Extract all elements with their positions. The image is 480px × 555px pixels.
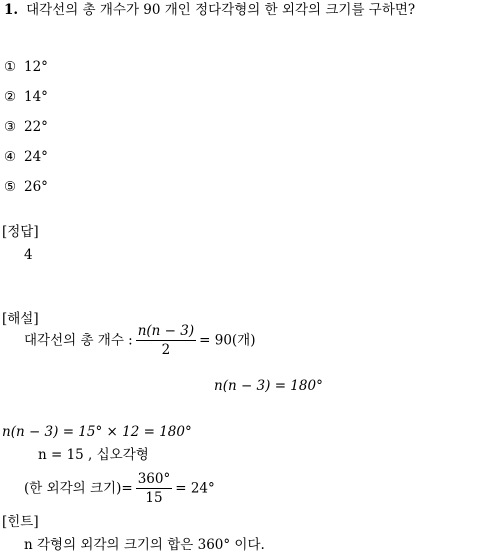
choice-marker: ① — [4, 59, 17, 75]
choice-4[interactable] — [4, 148, 48, 166]
explanation-line-5 — [24, 470, 215, 507]
choice-value: 14° — [24, 89, 48, 105]
explanation-line-5-prefix: (한 외각의 크기)= — [24, 480, 133, 497]
fraction-denominator: 15 — [145, 490, 163, 506]
choice-marker: ③ — [4, 119, 17, 135]
choice-value: 12° — [24, 59, 48, 75]
choice-value: 26° — [24, 179, 48, 195]
explanation-line-2: n(n − 3) = 180° — [214, 378, 323, 394]
explanation-label: [해설] — [2, 311, 39, 327]
fraction-denominator: 2 — [161, 342, 171, 358]
choice-value: 24° — [24, 149, 48, 165]
explanation-fraction-2 — [136, 470, 173, 507]
explanation-fraction-1 — [136, 322, 196, 359]
question-number: 1. — [4, 2, 19, 18]
explanation-line-5-suffix: = 24° — [175, 480, 215, 497]
choice-1[interactable] — [4, 58, 48, 76]
fraction-numerator: 360° — [137, 471, 171, 487]
hint-label: [힌트] — [2, 514, 39, 530]
choice-5[interactable] — [4, 178, 48, 196]
explanation-line-4: n = 15 , 십오각형 — [38, 447, 149, 463]
choice-value: 22° — [24, 119, 48, 135]
choice-2[interactable] — [4, 88, 48, 106]
explanation-line-1 — [24, 322, 255, 359]
explanation-line-1-suffix: = 90(개) — [199, 332, 256, 349]
answer-value: 4 — [24, 247, 33, 263]
explanation-line-1-prefix: 대각선의 총 개수 : — [24, 332, 133, 349]
choice-marker: ⑤ — [4, 179, 17, 195]
choice-marker: ④ — [4, 149, 17, 165]
choice-marker: ② — [4, 89, 17, 105]
question — [4, 1, 415, 19]
answer-label: [정답] — [2, 224, 39, 240]
choice-3[interactable] — [4, 118, 48, 136]
question-text: 대각선의 총 개수가 90 개인 정다각형의 한 외각의 크기를 구하면? — [26, 2, 416, 18]
hint-text: n 각형의 외각의 크기의 합은 360° 이다. — [24, 537, 265, 553]
fraction-numerator: n(n − 3) — [137, 323, 195, 339]
explanation-line-3: n(n − 3) = 15° × 12 = 180° — [2, 424, 192, 440]
